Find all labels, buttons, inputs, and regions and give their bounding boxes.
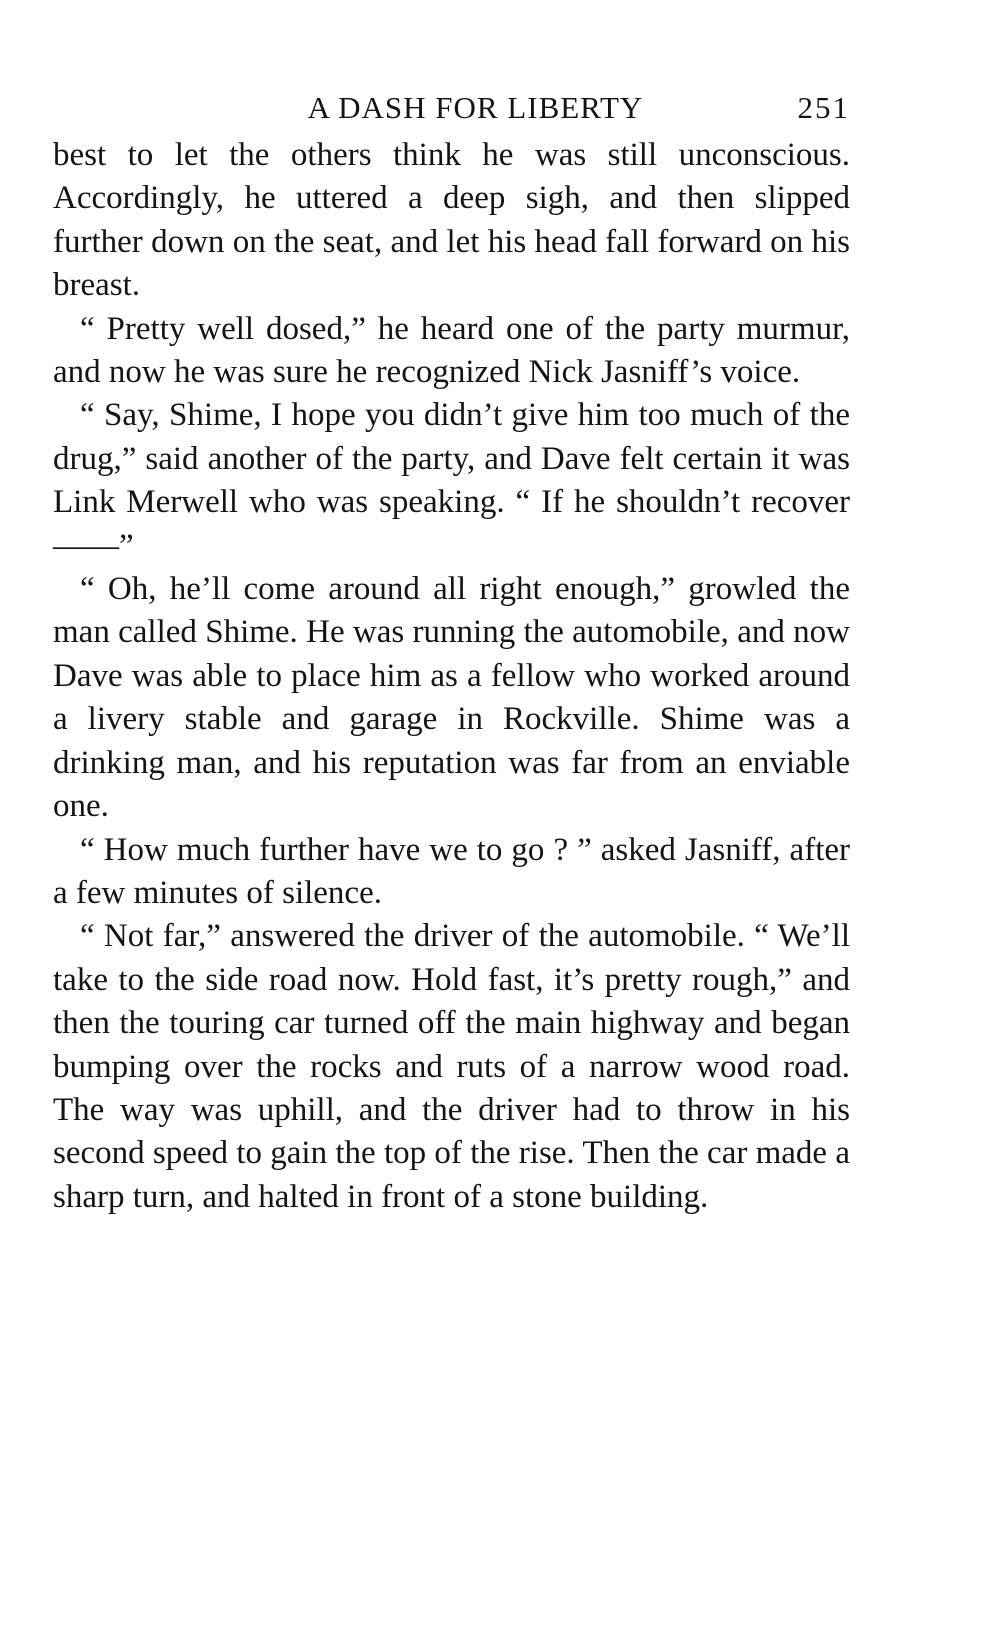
running-title: A DASH FOR LIBERTY	[307, 90, 644, 125]
book-page	[53, 78, 850, 1219]
paragraph: “ Oh, he’ll come around all right enough,” growled the man called Shime. He was running the automobile, and now Dave was able to place him as a fellow who worked around a livery stable and garage in Rockville. Shime was a drinking man, and his reputation was far from an enviable one.	[53, 571, 850, 825]
paragraph-continuation: best to let the others think he was still unconscious. Accordingly, he uttered a deep sigh, and then slipped further down on the seat, and let his head fall forward on his breast.	[53, 137, 850, 304]
paragraph: “ Not far,” answered the driver of the automobile. “ We’ll take to the side road now. Hold fast, it’s pretty rough,” and then the touring car turned off the main highway and began bumping over the rocks and ruts of a narrow wood road. The way was uphill, and the driver had to throw in his second speed to gain the top of the rise. Then the car made a sharp turn, and halted in front of a stone building.	[53, 918, 850, 1215]
running-header	[53, 78, 850, 134]
body-text	[53, 134, 850, 1219]
paragraph: “ Pretty well dosed,” he heard one of the party murmur, and now he was sure he recognized Nick Jasniff’s voice.	[53, 310, 850, 391]
page-number: 251	[797, 90, 850, 125]
paragraph: “ How much further have we to go ? ” asked Jasniff, after a few minutes of silence.	[53, 831, 850, 911]
paragraph: “ Say, Shime, I hope you didn’t give him too much of the drug,” said another of the party, and Dave felt certain it was Link Merwell who was speaking. “ If he shouldn’t recover——”	[53, 397, 850, 564]
